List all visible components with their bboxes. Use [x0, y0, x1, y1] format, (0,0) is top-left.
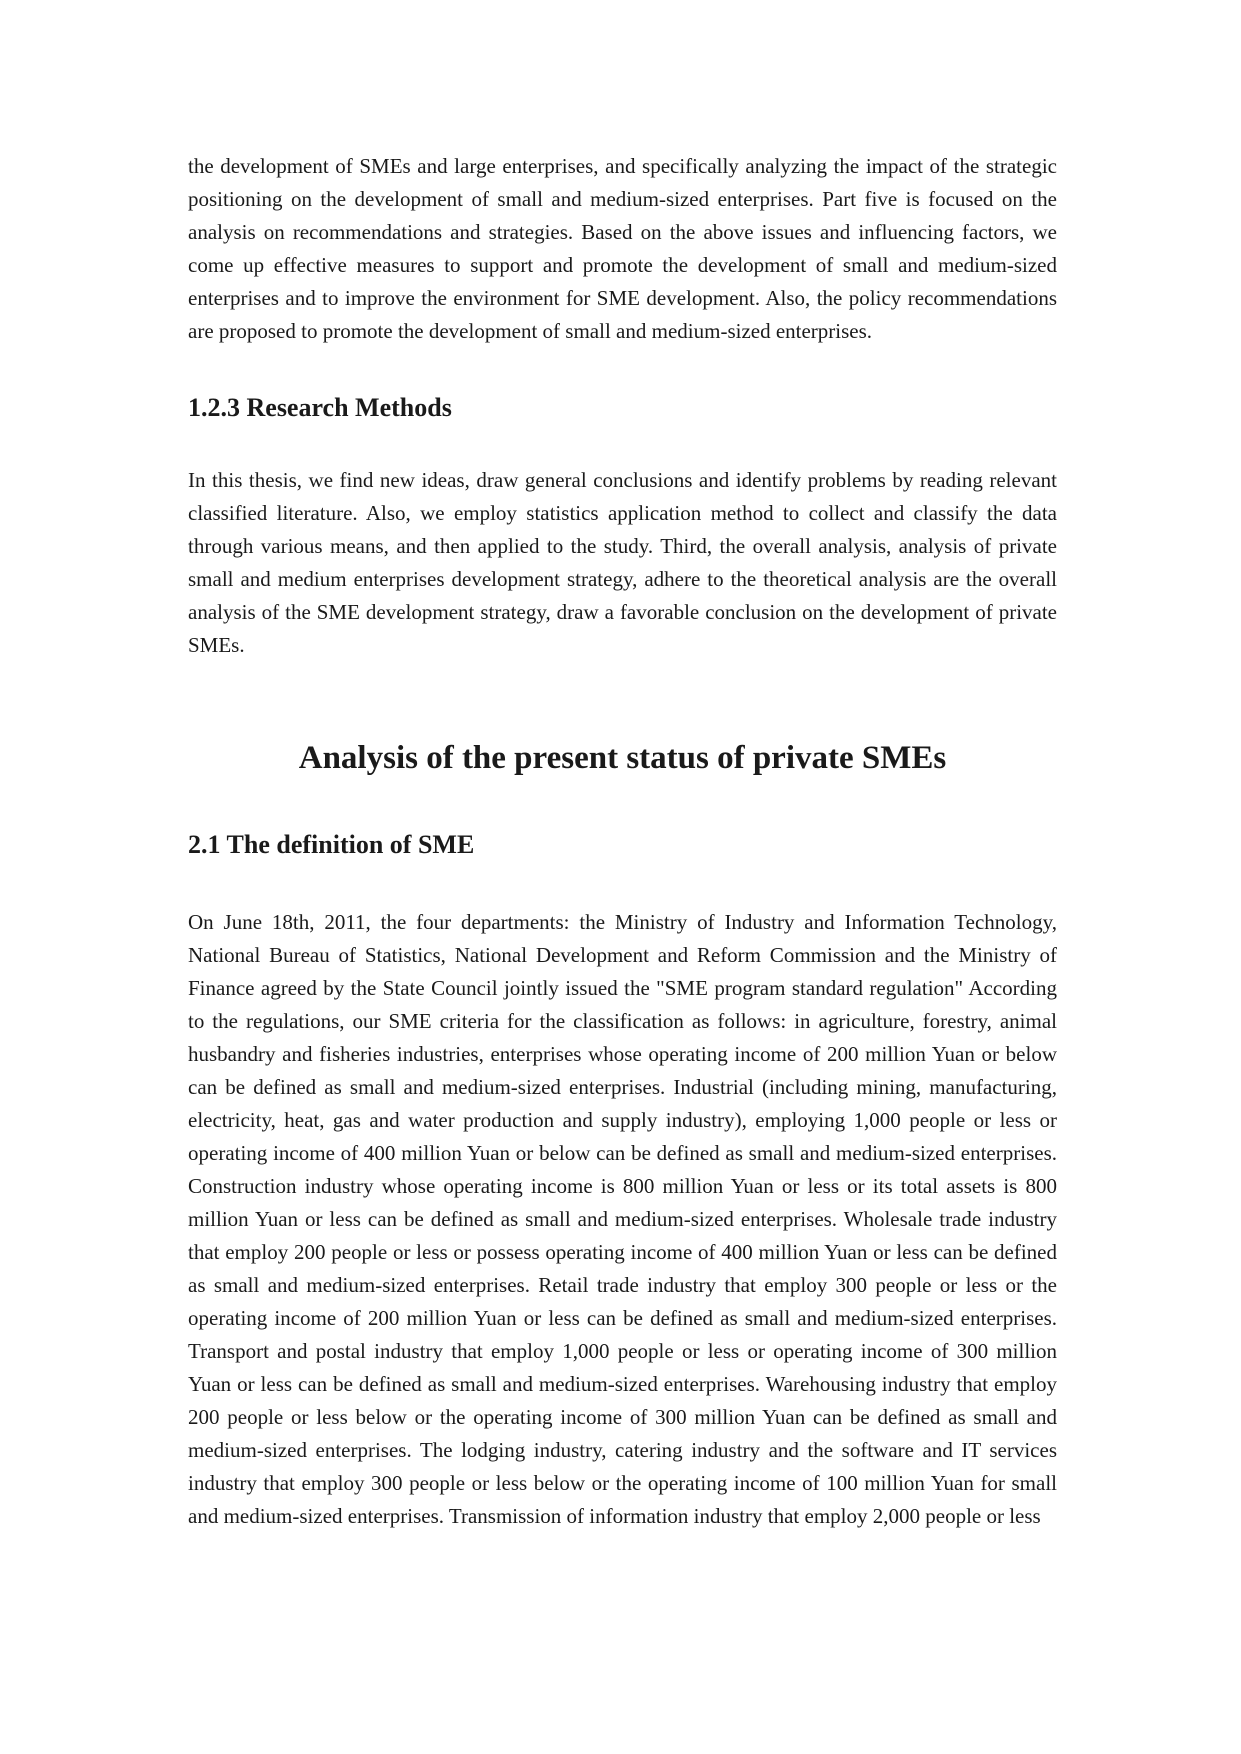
chapter-title: Analysis of the present status of private SMEs — [298, 740, 947, 776]
section-heading-research-methods: 1.2.3 Research Methods — [188, 393, 452, 422]
paragraph-research-methods: In this thesis, we find new ideas, draw general conclusions and identify problems by reading relevant classified literature. Also, we employ statistics application method to collect and classify the data through various means, and then applied to the study. Third, the overall analysis, analysis of private small and medium enterprises development strategy, adhere to the theoretical analysis are the overall analysis of the SME development strategy, draw a favorable conclusion on the development of private SMEs. — [188, 468, 1057, 657]
page-content — [188, 150, 1057, 1533]
paragraph-intro-continuation: the development of SMEs and large enterprises, and specifically analyzing the impact of the strategic positioning on the development of small and medium-sized enterprises. Part five is focused on the analysis on recommendations and strategies. Based on the above issues and influencing factors, we come up effective measures to support and promote the development of small and medium-sized enterprises and to improve the environment for SME development. Also, the policy recommendations are proposed to promote the development of small and medium-sized enterprises. — [188, 154, 1057, 343]
section-heading-sme-definition: 2.1 The definition of SME — [188, 830, 475, 859]
paragraph-sme-definition: On June 18th, 2011, the four departments: the Ministry of Industry and Information Technology, National Bureau of Statistics, National Development and Reform Commission and the Ministry of Finance agreed by the State Council jointly issued the "SME program standard regulation" According to the regulations, our SME criteria for the classification as follows: in agriculture, forestry, animal husbandry and fisheries industries, enterprises whose operating income of 200 million Yuan or below can be defined as small and medium-sized enterprises. Industrial (including mining, manufacturing, electricity, heat, gas and water production and supply industry), employing 1,000 people or less or operating income of 400 million Yuan or below can be defined as small and medium-sized enterprises. Construction industry whose operating income is 800 million Yuan or less or its total assets is 800 million Yuan or less can be defined as small and medium-sized enterprises. Wholesale trade industry that employ 200 people or less or possess operating income of 400 million Yuan or less can be defined as small and medium-sized enterprises. Retail trade industry that employ 300 people or less or the operating income of 200 million Yuan or less can be defined as small and medium-sized enterprises. Transport and postal industry that employ 1,000 people or less or operating income of 300 million Yuan or less can be defined as small and medium-sized enterprises. Warehousing industry that employ 200 people or less below or the operating income of 300 million Yuan can be defined as small and medium-sized enterprises. The lodging industry, catering industry and the software and IT services industry that employ 300 people or less below or the operating income of 100 million Yuan for small and medium-sized enterprises. Transmission of information industry that employ 2,000 people or less — [188, 910, 1057, 1528]
